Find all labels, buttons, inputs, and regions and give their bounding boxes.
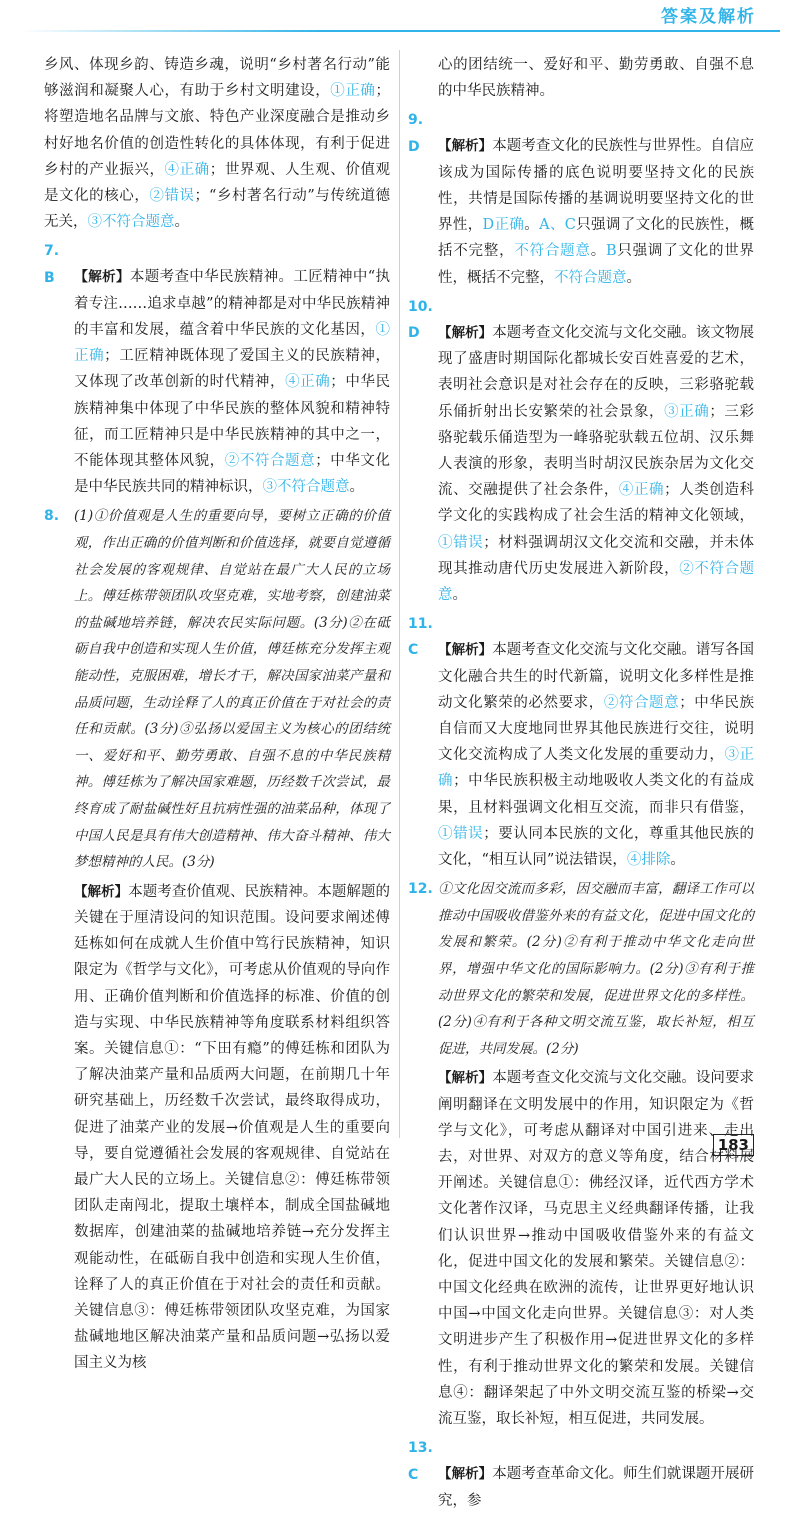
continued-answer-6: 乡风、体现乡韵、铸造乡魂，说明“乡村著名行动”能够滋润和凝聚人心，有助于乡村文明建设，①正确；将塑造地名品牌与文旅、特色产业深度融合是推动乡村好地名价值的创造性转化的具体体现，有利于促进乡村的产业振兴，④正确；世界观、人生观、价值观是文化的核心，②错误；“乡村著名行动”与传统道德无关，③不符合题意。: [44, 57, 391, 231]
question-number: 7. B: [44, 243, 60, 286]
question-9: 9. D 【解析】本题考查文化的民族性与世界性。自信应该成为国际传播的底色说明要坚持文化的民族性，共情是国际传播的基调说明要坚持文化的世界性，D正确。A、C只强调了文化的民族性，概括不完整，不符合题意。B只强调了文化的世界性，概括不完整，不符合题意。: [408, 107, 754, 290]
column-divider: [399, 50, 400, 1138]
question-8-analysis: 【解析】本题考查价值观、民族精神。本题解题的关键在于厘清设问的知识范围。设问要求阐述傅廷栋如何在成就人生价值中笃行民族精神，知识限定为《哲学与文化》，可考虑从价值观的导向作用、正确价值判断和价值选择的标准、价值的创造与实现、中华民族精神等角度联系材料组织答案。关键信息①：“下田有瘾”的傅廷栋和团队为了解决油菜产量和品质两大问题，在前期几十年研究基础上，历经数千次尝试，最终取得成功，促进了油菜产业的发展→价值观是人生的重要向导，要自觉遵循社会发展的客观规律、自觉站在最广大人民的立场上。关键信息②：傅廷栋带领团队走南闯北，提取土壤样本，制成全国盐碱地数据库，创建油菜的盐碱地培养链→充分发挥主观能动性，在砥砺自我中创造和实现人生价值，诠释了人的真正价值在于对社会的责任和贡献。关键信息③：傅廷栋带领团队攻坚克难，为国家盐碱地地区解决油菜产量和品质问题→弘扬以爱国主义为核: [74, 883, 391, 1372]
question-13: 13. C 【解析】本题考查革命文化。师生们就课题开展研究，参: [408, 1435, 754, 1514]
mark: ③正确: [438, 747, 755, 790]
question-12: [408, 876, 754, 1062]
question-7: 7. B 【解析】本题考查中华民族精神。工匠精神中“执着专注……追求卓越”的精神都是对中华民族精神的丰富和发展，蕴含着中华民族的文化基因，①正确；工匠精神既体现了爱国主义的民族精神，又体现了改革创新的时代精神，④正确；中华民族精神集中体现了中华民族的整体风貌和精神特征，而工匠精神只是中华民族精神的其中之一，不能体现其整体风貌，②不符合题意；中华文化是中华民族共同的精神标识，③不符合题意。: [44, 238, 390, 500]
mark: 不符合题意: [514, 243, 591, 260]
question-10: 10. D 【解析】本题考查文化交流与文化交融。该文物展现了盛唐时期国际化都城长安百姓喜爱的艺术，表明社会意识是对社会存在的反映，三彩骆驼载乐俑折射出长安繁荣的社会景象，③正确；三彩骆驼载乐俑造型为一峰骆驼驮载五位胡、汉乐舞人表演的形象，表明当时胡汉民族杂居为文化交流、交融提供了社会条件，④正确；人类创造科学文化的实践构成了社会生活的精神文化领域，①错误；材料强调胡汉文化交流和交融，并未体现其推动唐代历史发展进入新阶段，②不符合题意。: [408, 294, 754, 608]
mark: ④排除: [626, 852, 671, 869]
analysis-tag: 【解析】: [438, 138, 493, 155]
mark: ②不符合题意: [438, 560, 755, 604]
handwritten-answer: ①文化因交流而多彩，因交融而丰富，翻译工作可以推动中国吸收借鉴外来的有益文化，促进中国文化的发展和繁荣。(2分)②有利于推动中华文化走向世界，增强中华文化的国际影响力。(2分)③有利于推动世界文化的繁荣和发展，促进世界文化的多样性。(2分)④有利于各种文明交流互鉴，取长补短，相互促进，共同发展。(2分): [438, 881, 754, 1057]
page-number: 183: [713, 1134, 754, 1156]
mark: ①正确: [74, 322, 390, 365]
mark: ①错误: [438, 825, 484, 842]
mark: A、C: [539, 217, 576, 234]
question-number: 12.: [408, 881, 433, 898]
analysis-tag: 【解析】: [74, 269, 130, 286]
question-number: 13. C: [408, 1440, 433, 1483]
left-column: [44, 52, 390, 1380]
mark: ①正确: [330, 83, 376, 100]
mark: ④正确: [164, 161, 210, 178]
continued-analysis-8: 心的团结统一、爱好和平、勤劳勇敢、自强不息的中华民族精神。: [438, 57, 754, 100]
mark: D正确: [482, 217, 525, 234]
right-column: [408, 52, 754, 1517]
analysis-tag: 【解析】: [74, 883, 129, 900]
mark: ②错误: [149, 188, 195, 205]
mark: ④正确: [285, 374, 331, 391]
question-12-analysis: 【解析】本题考查文化交流与文化交融。设问要求阐明翻译在文明发展中的作用，知识限定为《哲学与文化》，可考虑从翻译对中国引进来、走出去，对世界、对双方的意义等角度，结合材料展开阐述。关键信息①：佛经汉译，近代西方学术文化著作汉译，马克思主义经典翻译传播，让我们认识世界→推动中国吸收借鉴外来的有益文化，促进中国文化的发展和繁荣。关键信息②：中国文化经典在欧洲的流传，让世界更好地认识中国→中国文化走向世界。关键信息③：对人类文明进步产生了积极作用→促进世界文化的多样性，有利于推动世界文化的繁荣和发展。关键信息④：翻译架起了中外文明交流互鉴的桥梁→交流互鉴，取长补短，相互促进，共同发展。: [438, 1070, 755, 1428]
mark: ②不符合题意: [224, 453, 316, 470]
question-number: 8.: [44, 508, 60, 525]
analysis-tag: 【解析】: [438, 1466, 493, 1483]
mark: ④正确: [618, 482, 665, 499]
mark: ③不符合题意: [262, 479, 350, 496]
question-number: 9. D: [408, 112, 424, 155]
question-8: [44, 503, 390, 875]
question-number: 11. C: [408, 616, 433, 659]
header-rule: [20, 30, 780, 32]
header-title: 答案及解析: [661, 7, 756, 27]
analysis-tag: 【解析】: [438, 325, 493, 342]
mark: 不符合题意: [554, 269, 627, 286]
analysis-tag: 【解析】: [438, 642, 493, 659]
question-11: 11. C 【解析】本题考查文化交流与文化交融。谱写各国文化融合共生的时代新篇，说明文化多样性是推动文化繁荣的必然要求，②符合题意；中华民族自信而又大度地同世界其他民族进行交往，说明文化交流构成了人类文化发展的重要动力，③正确；中华民族积极主动地吸收人类文化的有益成果，且材料强调文化相互交流，而非只有借鉴，①错误；要认同本民族的文化，尊重其他民族的文化，“相互认同”说法错误，④排除。: [408, 611, 754, 873]
mark: ②符合题意: [603, 694, 680, 711]
mark: B: [605, 243, 617, 260]
handwritten-answer: (1)①价值观是人生的重要向导，要树立正确的价值观，作出正确的价值判断和价值选择，就要自觉遵循社会发展的客观规律、自觉站在最广大人民的立场上。傅廷栋带领团队攻坚克难，实地考察，创建油菜的盐碱地培养链，解决农民实际问题。(3分)②在砥砺自我中创造和实现人生价值，傅廷栋充分发挥主观能动性，克服困难，增长才干，解决国家油菜产量和品质问题，生动诠释了人的真正价值在于对社会的责任和贡献。(3分)③弘扬以爱国主义为核心的团结统一、爱好和平、勤劳勇敢、自强不息的中华民族精神。傅廷栋为了解决国家难题，历经数千次尝试，最终育成了耐盐碱性好且抗病性强的油菜品种，体现了中国人民是具有伟大创造精神、伟大奋斗精神、伟大梦想精神的人民。(3分): [74, 508, 390, 871]
mark: ③正确: [664, 403, 710, 420]
mark: ③不符合题意: [87, 214, 175, 231]
question-number: 10. D: [408, 298, 433, 342]
mark: ①错误: [438, 534, 484, 551]
analysis-tag: 【解析】: [438, 1070, 493, 1087]
